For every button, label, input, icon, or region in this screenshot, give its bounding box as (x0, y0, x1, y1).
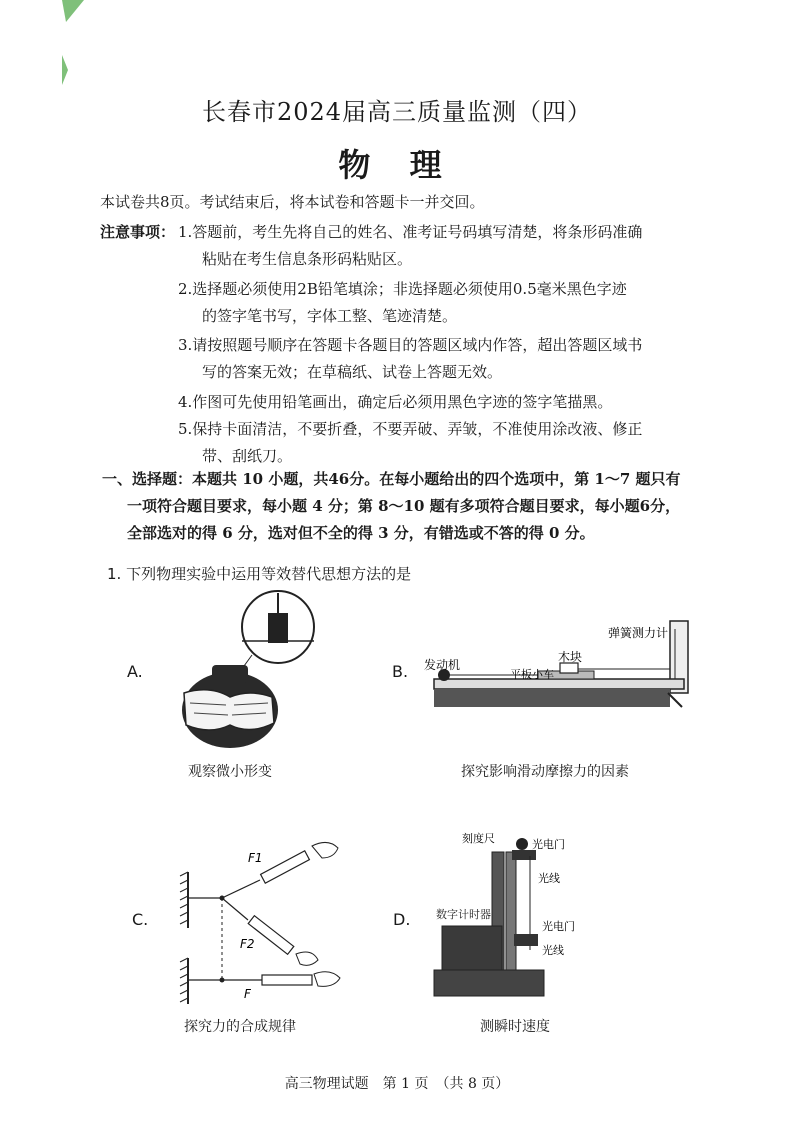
notice-item: 写的答案无效；在草稿纸、试卷上答题无效。 (202, 363, 503, 381)
option-c-letter: C. (132, 910, 149, 929)
label-photogate-1: 光电门 (532, 838, 565, 851)
option-a-letter: A. (127, 662, 143, 681)
label-timer: 数字计时器 (436, 908, 491, 921)
question-1-stem: 1. 下列物理实验中运用等效替代思想方法的是 (107, 565, 412, 583)
option-c-figure (178, 828, 353, 1008)
label-light-1: 光线 (538, 872, 560, 885)
label-photogate-2: 光电门 (542, 920, 575, 933)
binding-mark (62, 0, 92, 100)
notice-item: 带、刮纸刀。 (202, 447, 293, 465)
label-block: 木块 (558, 650, 583, 664)
option-b-caption: 探究影响滑动摩擦力的因素 (461, 764, 629, 780)
notice-item: 的签字笔书写，字体工整、笔迹清楚。 (202, 307, 458, 325)
intro-text: 本试卷共8页。考试结束后，将本试卷和答题卡一并交回。 (100, 193, 485, 211)
notice-label: 注意事项： (100, 223, 176, 241)
notice-item: 5.保持卡面清洁，不要折叠，不要弄破、弄皱，不准使用涂改液、修正 (178, 420, 643, 438)
label-cart: 平板小车 (510, 668, 554, 681)
option-d-letter: D. (393, 910, 411, 929)
page-footer: 高三物理试题 第 1 页 （共 8 页） (284, 1076, 510, 1092)
option-d-figure (420, 830, 600, 1002)
notice-item: 4.作图可先使用铅笔画出，确定后必须用黑色字迹的签字笔描黑。 (178, 393, 613, 411)
notice-item: 3.请按照题号顺序在答题卡各题目的答题区域内作答，超出答题区域书 (178, 336, 643, 354)
label-spring-scale: 弹簧测力计 (608, 626, 669, 640)
option-a-caption: 观察微小形变 (188, 764, 272, 780)
option-d-caption: 测瞬时速度 (480, 1019, 550, 1035)
label-light-2: 光线 (542, 944, 564, 957)
option-a-figure (170, 585, 320, 755)
label-engine: 发动机 (424, 658, 461, 672)
notice-item: 2.选择题必须使用2B铅笔填涂；非选择题必须使用0.5毫米黑色字迹 (178, 280, 627, 298)
exam-title: 长春市2024届高三质量监测（四） (201, 98, 593, 126)
option-b-figure (420, 615, 695, 725)
notice-item: 1.答题前，考生先将自己的姓名、准考证号码填写清楚，将条形码准确 (178, 223, 643, 241)
option-b-letter: B. (392, 662, 409, 681)
notice-item: 粘贴在考生信息条形码粘贴区。 (202, 250, 413, 268)
section-line: 全部选对的得 6 分，选对但不全的得 3 分，有错选或不答的得 0 分。 (127, 524, 595, 542)
label-f2: F2 (240, 937, 255, 951)
label-ruler: 刻度尺 (462, 832, 495, 845)
section-line: 一、选择题：本题共 10 小题，共46分。在每小题给出的四个选项中，第 1～7 题只有 (102, 470, 681, 488)
subject-title: 物 理 (338, 146, 456, 184)
option-c-caption: 探究力的合成规律 (184, 1019, 296, 1035)
label-f: F (244, 987, 251, 1001)
label-f1: F1 (248, 851, 263, 865)
section-line: 一项符合题目要求，每小题 4 分；第 8～10 题有多项符合题目要求，每小题6分， (127, 497, 681, 515)
